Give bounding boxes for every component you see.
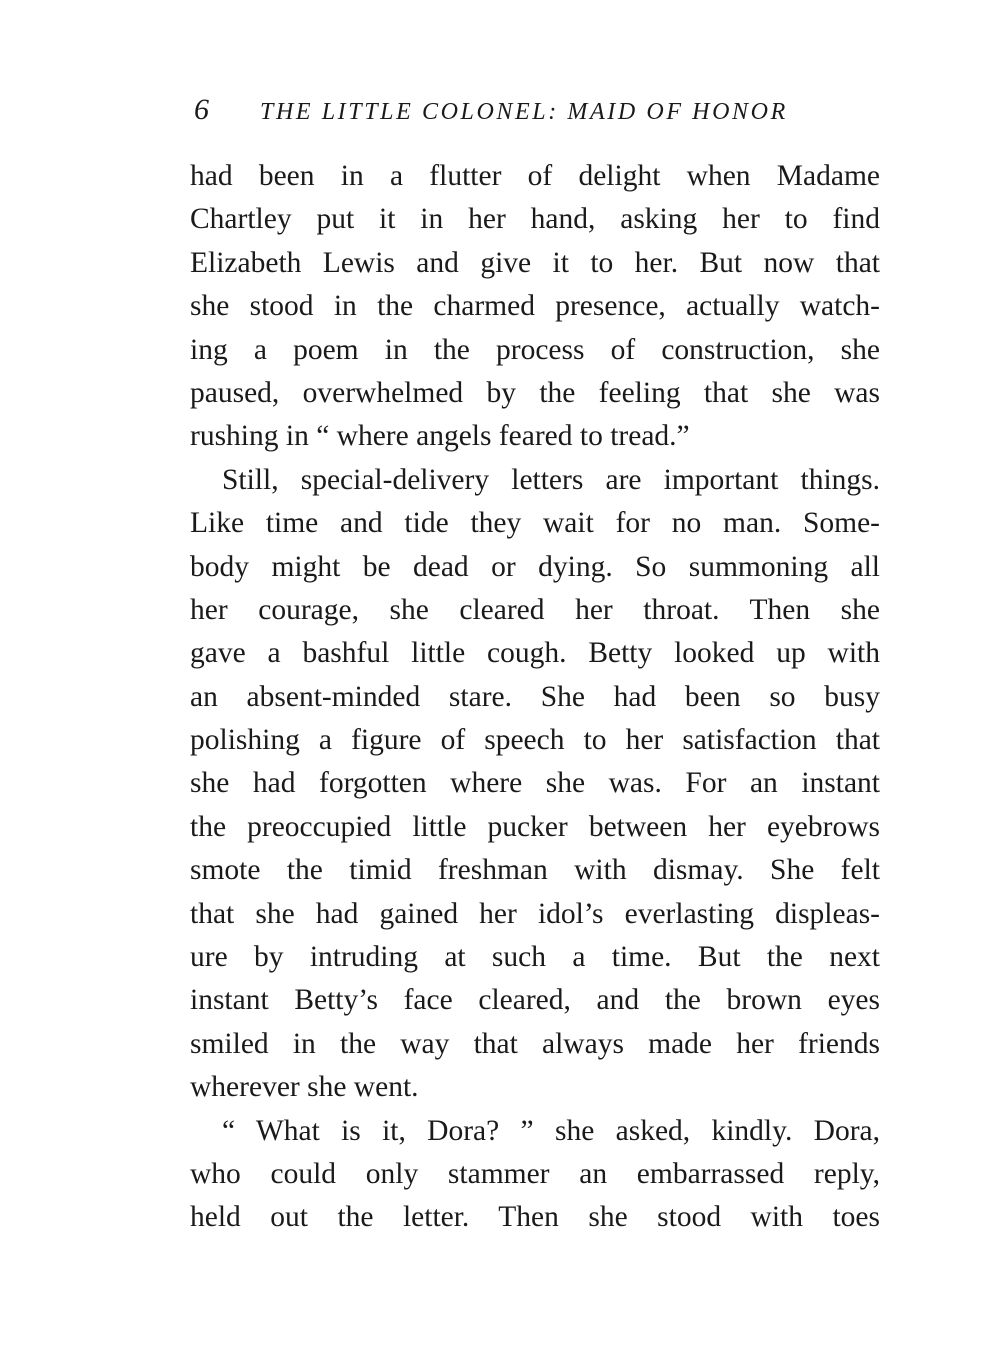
text-line: who could only stammer an embarrassed reply, bbox=[190, 1157, 880, 1190]
text-line: ing a poem in the process of construction, she bbox=[190, 333, 880, 366]
text-line: she had forgotten where she was. For an instant bbox=[190, 767, 880, 800]
paragraph-2 bbox=[190, 459, 880, 1110]
text-line: paused, overwhelmed by the feeling that she was bbox=[190, 376, 880, 409]
text-line: “ What is it, Dora? ” she asked, kindly. Dora, bbox=[222, 1114, 880, 1147]
text-line: gave a bashful little cough. Betty looked up with bbox=[190, 637, 880, 670]
text-line: had been in a flutter of delight when Madame bbox=[190, 160, 880, 192]
paragraph-3 bbox=[190, 1110, 880, 1240]
text-line: wherever she went. bbox=[190, 1071, 419, 1104]
running-title: THE LITTLE COLONEL: MAID OF HONOR bbox=[260, 99, 788, 125]
text-line: Elizabeth Lewis and give it to her. But now that bbox=[190, 246, 880, 279]
body-text bbox=[190, 155, 880, 1240]
paragraph-1 bbox=[190, 155, 880, 459]
text-line: the preoccupied little pucker between her eyebrows bbox=[190, 810, 880, 843]
running-head bbox=[190, 92, 890, 128]
text-line: body might be dead or dying. So summoning all bbox=[190, 550, 880, 583]
text-line: polishing a figure of speech to her satisfaction that bbox=[190, 724, 880, 757]
text-line: that she had gained her idol’s everlasting displeas- bbox=[190, 897, 880, 930]
text-line: smiled in the way that always made her friends bbox=[190, 1027, 880, 1060]
text-line: instant Betty’s face cleared, and the brown eyes bbox=[190, 984, 880, 1017]
text-line: held out the letter. Then she stood with toes bbox=[190, 1201, 880, 1234]
text-line: Still, special-delivery letters are important things. bbox=[222, 463, 880, 496]
text-line: smote the timid freshman with dismay. She felt bbox=[190, 854, 880, 887]
text-line: rushing in “ where angels feared to tread.” bbox=[190, 420, 690, 453]
text-line: an absent-minded stare. She had been so busy bbox=[190, 680, 880, 713]
page-number: 6 bbox=[194, 93, 209, 126]
text-line: Like time and tide they wait for no man. Some- bbox=[190, 507, 880, 540]
text-line: she stood in the charmed presence, actually watch- bbox=[190, 290, 880, 323]
text-line: Chartley put it in her hand, asking her to find bbox=[190, 203, 880, 236]
text-line: her courage, she cleared her throat. Then she bbox=[190, 593, 880, 626]
text-line: ure by intruding at such a time. But the next bbox=[190, 941, 880, 974]
